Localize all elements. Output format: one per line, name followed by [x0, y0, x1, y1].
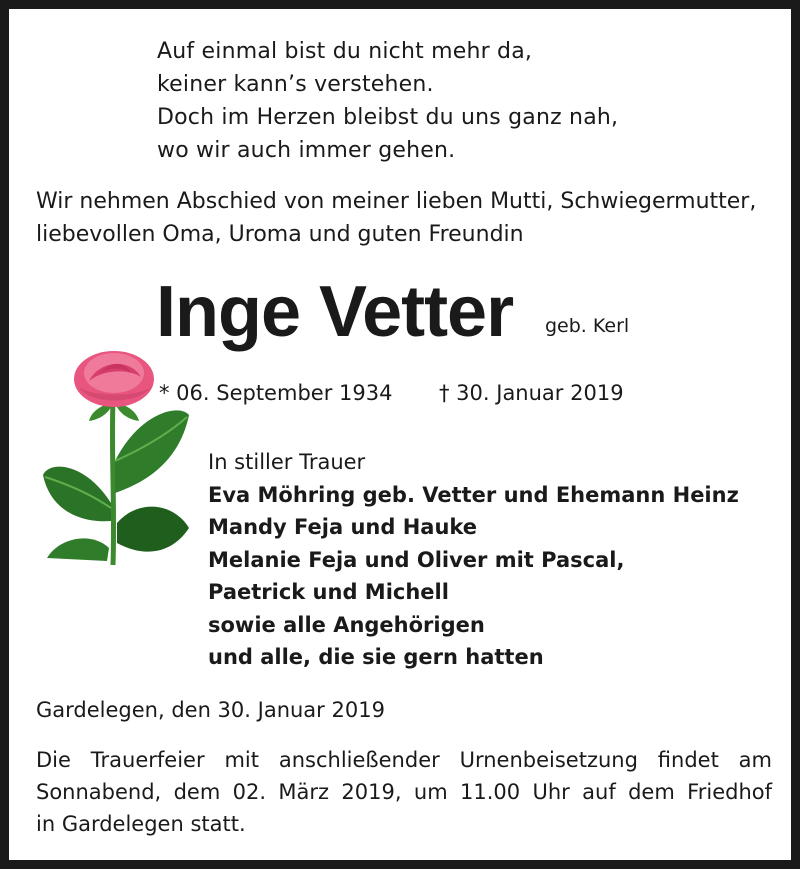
funeral-notice-line: Die Trauerfeier mit anschließender Urnenbeisetzung findet am [36, 748, 772, 772]
poem-line: Auf einmal bist du nicht mehr da, [157, 39, 533, 64]
intro-line: Wir nehmen Abschied von meiner lieben Mutti, Schwiegermutter, [36, 189, 757, 214]
mourner-line: Mandy Feja und Hauke [208, 515, 478, 539]
mourner-line: sowie alle Angehörigen [208, 613, 485, 637]
funeral-notice-line: Sonnabend, dem 02. März 2019, um 11.00 Uhr auf dem Friedhof [36, 780, 772, 804]
poem-line: Doch im Herzen bleibst du uns ganz nah, [157, 105, 619, 130]
mourner-line: Eva Möhring geb. Vetter und Ehemann Heinz [208, 483, 739, 507]
poem-line: keiner kann’s verstehen. [157, 72, 434, 97]
mourner-line: Melanie Feja und Oliver mit Pascal, [208, 548, 625, 572]
mourner-line: und alle, die sie gern hatten [208, 645, 544, 669]
birth-date: * 06. September 1934 [159, 381, 393, 405]
deceased-name: Inge Vetter [156, 272, 514, 352]
intro-line: liebevollen Oma, Uroma und guten Freundin [36, 222, 524, 247]
rose-image [29, 343, 199, 568]
mourning-heading: In stiller Trauer [208, 450, 366, 474]
mourner-line: Paetrick und Michell [208, 580, 449, 604]
poem-line: wo wir auch immer gehen. [157, 138, 456, 163]
birth-name: geb. Kerl [545, 315, 630, 337]
funeral-notice-line: in Gardelegen statt. [36, 812, 246, 836]
place-date: Gardelegen, den 30. Januar 2019 [36, 698, 385, 722]
death-date: † 30. Januar 2019 [439, 381, 624, 405]
